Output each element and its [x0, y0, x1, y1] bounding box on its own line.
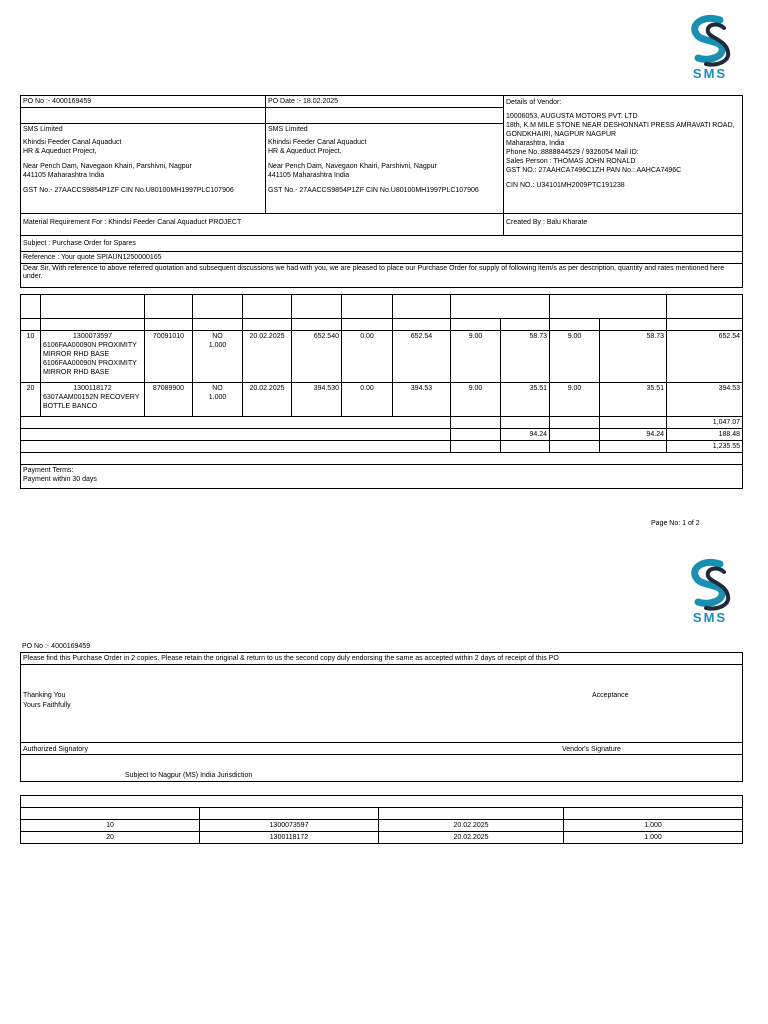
table-row — [21, 820, 743, 832]
bill-to-line: GST No.- 27AACCS9854P1ZF CIN No.U80100MH1997PLC107906 — [23, 187, 234, 194]
thanking-text: Thanking You — [23, 692, 66, 699]
item-sgst-amount: 35.51 — [600, 383, 667, 417]
payment-terms-label: Payment Terms: — [23, 467, 74, 474]
cgst-total: 94.24 — [501, 429, 550, 441]
item-desc-line: BOTTLE BANCO — [43, 403, 98, 410]
subtotal-value: 1,047.07 — [667, 417, 743, 429]
item-desc-line: 6106FAA00090N PROXIMITY — [43, 360, 137, 367]
item-rate: 652.540 — [292, 331, 342, 383]
item-cgst-rate: 9.00 — [451, 383, 501, 417]
reference: Reference : Your quote SPIAUN1250000165 — [21, 252, 743, 264]
payment-terms-value: Payment within 30 days — [23, 476, 97, 483]
ship-to-line: GST No.- 27AACCS9854P1ZF CIN No.U80100MH1997PLC107906 — [268, 187, 479, 194]
item-rate: 394.530 — [292, 383, 342, 417]
vendor-line: Phone No.:8888844529 / 9326054 Mail ID: — [506, 149, 639, 156]
po-date: PO Date :- 18.02.2025 — [266, 96, 504, 108]
item-date: 20.02.2025 — [243, 383, 292, 417]
sms-logo-text: SMS — [692, 610, 728, 625]
schedule-sr: 20 — [21, 832, 200, 844]
schedule-code: 1300073597 — [200, 820, 379, 832]
jurisdiction — [21, 755, 743, 782]
item-description — [41, 383, 145, 417]
material-requirement: Material Requirement For : Khindsi Feeder Canal Aquaduct PROJECT — [21, 214, 504, 236]
item-sgst-rate: 9.00 — [550, 383, 600, 417]
item-discount: 0.00 — [342, 383, 393, 417]
item-date: 20.02.2025 — [243, 331, 292, 383]
schedule-date: 20.02.2025 — [379, 820, 564, 832]
schedule-qty: 1.000 — [564, 820, 743, 832]
item-uom: NO — [212, 385, 223, 392]
created-by: Created By : Balu Kharate — [504, 214, 743, 236]
item-total: 394.53 — [667, 383, 743, 417]
item-description — [41, 331, 145, 383]
schedule-date: 20.02.2025 — [379, 832, 564, 844]
items-table — [20, 294, 743, 489]
grand-total-value: 1,235.55 — [667, 441, 743, 453]
item-desc-line: MIRROR RHD BASE — [43, 351, 110, 358]
item-hsn: 70091010 — [145, 331, 193, 383]
sms-logo-icon — [680, 556, 740, 612]
sgst-total: 94.24 — [600, 429, 667, 441]
ship-to-line: Khindsi Feeder Canal Aquaduct — [268, 139, 367, 146]
po-number: PO No :- 4000169459 — [22, 643, 91, 650]
vendor-line: Maharashtra, India — [506, 140, 565, 147]
subject: Subject : Purchase Order for Spares — [21, 236, 743, 252]
sms-logo-text: SMS — [692, 66, 728, 81]
item-sgst-amount: 58.73 — [600, 331, 667, 383]
sms-logo-icon — [680, 12, 740, 68]
page-number: Page No: 1 of 2 — [651, 520, 700, 527]
acceptance-label: Acceptance — [592, 692, 629, 699]
bill-to-line: Near Pench Dam, Navegaon Khairi, Parshivni, Nagpur — [23, 163, 192, 170]
item-sgst-rate: 9.00 — [550, 331, 600, 383]
signature-block — [21, 665, 743, 753]
item-cgst-amount: 35.51 — [501, 383, 550, 417]
table-row — [21, 331, 743, 383]
item-sr: 10 — [21, 331, 41, 383]
tax-row — [21, 429, 743, 441]
bill-to-line: HR & Aqueduct Project, — [23, 148, 97, 155]
item-sr: 20 — [21, 383, 41, 417]
vendor-line: 10006053, AUGUSTA MOTORS PVT. LTD — [506, 113, 638, 120]
ship-to-line: Near Pench Dam, Navegaon Khairi, Parshivni, Nagpur — [268, 163, 437, 170]
intro-text: Dear Sir, With reference to above referred quotation and subsequent discussions we had with you, we are pleased to place our Purchase Order for supply of following item/s as per description, quantity and rates mentioned here under. — [21, 264, 743, 288]
acceptance-table — [20, 652, 743, 782]
item-qty-value: 1.000 — [208, 342, 227, 349]
authorized-signatory: Authorized Signatory — [23, 746, 88, 753]
ship-to-line: HR & Aqueduct Project, — [268, 148, 342, 155]
item-discount: 0.00 — [342, 331, 393, 383]
sms-logo — [680, 556, 740, 626]
po-number: PO No :- 4000169459 — [21, 96, 266, 108]
ship-to-address — [266, 124, 504, 214]
vendor-signature: Vendor's Signature — [562, 746, 621, 753]
payment-terms-row — [21, 465, 743, 489]
tax-total: 188.48 — [667, 429, 743, 441]
sms-logo — [680, 12, 740, 82]
table-row — [21, 832, 743, 844]
item-uom: NO — [212, 333, 223, 340]
bill-to-address — [21, 124, 266, 214]
items-header-row — [21, 295, 743, 319]
item-qty — [193, 331, 243, 383]
item-qty — [193, 383, 243, 417]
item-cgst-amount: 58.73 — [501, 331, 550, 383]
item-desc-line: 6106FAA00090N PROXIMITY — [43, 342, 137, 349]
item-cgst-rate: 9.00 — [451, 331, 501, 383]
jurisdiction-text: Subject to Nagpur (MS) India Jurisdiction — [125, 772, 253, 779]
item-desc-line: MIRROR RHD BASE — [43, 369, 110, 376]
ship-to-line: 441105 Maharashtra India — [268, 172, 350, 179]
item-desc-line: 6307AAM00152N RECOVERY — [43, 394, 140, 401]
bill-to-line: SMS Limited — [23, 126, 63, 133]
bill-to-line: 441105 Maharashtra India — [23, 172, 105, 179]
item-hsn: 87089900 — [145, 383, 193, 417]
subtotal-row — [21, 417, 743, 429]
item-code: 1300073597 — [73, 333, 112, 340]
vendor-line: GST NO.: 27AAHCA7496C1ZH PAN No.: AAHCA7496C — [506, 167, 682, 174]
vendor-line: 18th, K.M MILE STONE NEAR DESHONNATI PRESS AMRAVATI ROAD, — [506, 122, 735, 129]
po-header-table — [20, 95, 743, 288]
schedule-code: 1300118172 — [200, 832, 379, 844]
vendor-line: Sales Person : THOMAS JOHN RONALD — [506, 158, 636, 165]
grand-total-row — [21, 441, 743, 453]
schedule-qty: 1.000 — [564, 832, 743, 844]
item-qty-value: 1.000 — [208, 394, 227, 401]
item-taxable: 652.54 — [393, 331, 451, 383]
vendor-line: CIN NO.: U34101MH2009PTC191238 — [506, 182, 625, 189]
schedule-sr: 10 — [21, 820, 200, 832]
instruction-text: Please find this Purchase Order in 2 copies. Please retain the original & return to us the second copy duly endorsing the same as accepted within 2 days of receipt of this PO — [21, 653, 743, 665]
table-row — [21, 383, 743, 417]
schedule-table — [20, 795, 743, 844]
ship-to-line: SMS Limited — [268, 126, 308, 133]
item-total: 652.54 — [667, 331, 743, 383]
item-code: 1300118172 — [73, 385, 112, 392]
bill-to-line: Khindsi Feeder Canal Aquaduct — [23, 139, 122, 146]
vendor-line: GONDKHAIRI, NAGPUR NAGPUR — [506, 131, 617, 138]
vendor-heading: Details of Vendor: — [506, 99, 562, 106]
vendor-details — [504, 96, 743, 214]
item-taxable: 394.53 — [393, 383, 451, 417]
yours-faithfully: Yours Faithfully — [23, 702, 71, 709]
